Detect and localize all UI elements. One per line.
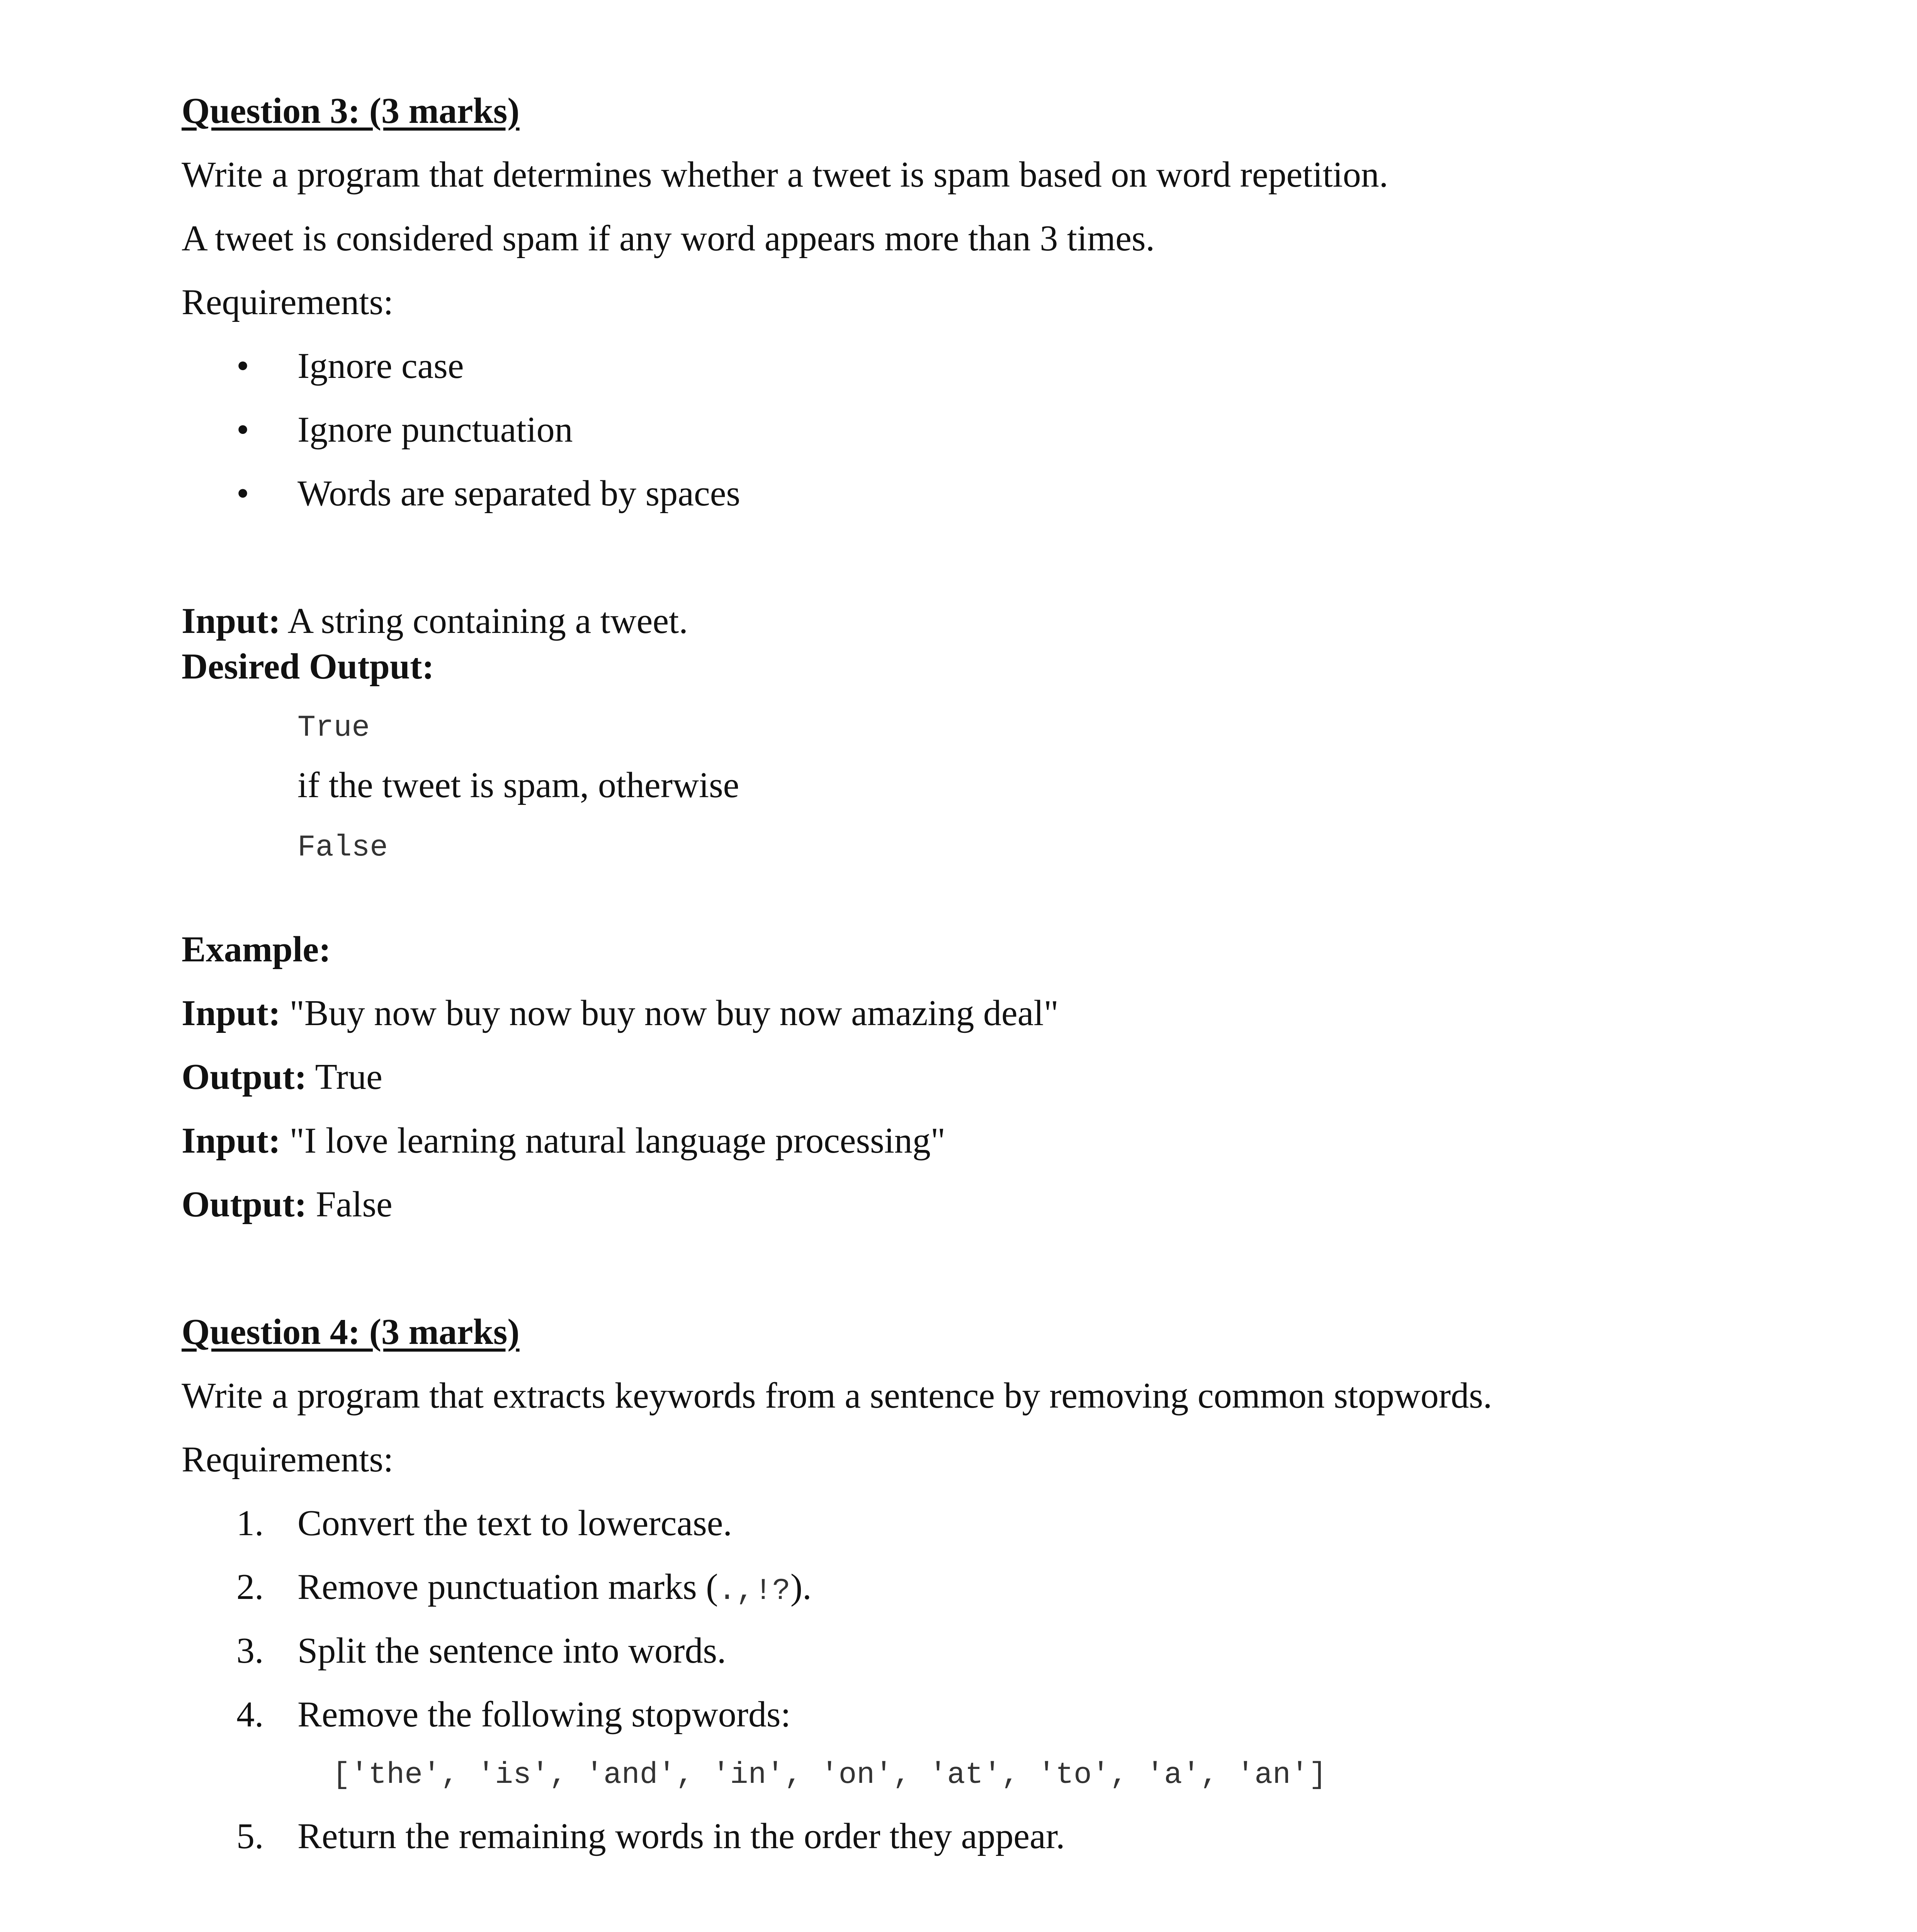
bullet-icon: •	[236, 410, 249, 450]
q3-text-2: A tweet is considered spam if any word appears more than 3 times.	[182, 218, 1155, 259]
q3-example-1-input	[182, 995, 1059, 1031]
q3-input-line	[182, 603, 688, 639]
q3-example-label: Example:	[182, 929, 331, 969]
list-number: 5.	[236, 1816, 264, 1856]
q3-output-mid: if the tweet is spam, otherwise	[297, 765, 739, 805]
list-number: 4.	[236, 1694, 264, 1735]
item-text: Remove punctuation marks (	[297, 1567, 718, 1607]
q3-example-1-output	[182, 1059, 382, 1095]
q3-heading: Question 3: (3 marks)	[182, 91, 520, 131]
q4-item-4: Remove the following stopwords:	[297, 1694, 791, 1735]
q3-bullet-1: Ignore case	[297, 346, 464, 386]
list-number: 1.	[236, 1503, 264, 1543]
input-label: Input:	[182, 1121, 281, 1161]
q3-output-false: False	[297, 831, 388, 865]
output-label: Output:	[182, 1057, 307, 1097]
q4-stopwords-code: ['the', 'is', 'and', 'in', 'on', 'at', 'to', 'a', 'an']	[332, 1758, 1327, 1792]
q3-bullet-2: Ignore punctuation	[297, 410, 573, 450]
bullet-icon: •	[236, 346, 249, 386]
q3-example-2-output	[182, 1186, 393, 1223]
list-number: 2.	[236, 1567, 264, 1607]
input-label: Input:	[182, 993, 281, 1033]
q4-heading: Question 4: (3 marks)	[182, 1312, 520, 1352]
input-value: "Buy now buy now buy now buy now amazing deal"	[280, 993, 1059, 1033]
q4-requirements-label: Requirements:	[182, 1439, 394, 1480]
q4-item-5: Return the remaining words in the order they appear.	[297, 1816, 1065, 1856]
q4-item-2	[297, 1569, 812, 1606]
output-value: False	[306, 1184, 393, 1225]
q4-item-3: Split the sentence into words.	[297, 1631, 726, 1671]
q4-text-1: Write a program that extracts keywords from a sentence by removing common stopwords.	[182, 1376, 1492, 1416]
list-number: 3.	[236, 1631, 264, 1671]
q3-bullet-3: Words are separated by spaces	[297, 473, 741, 514]
bullet-icon: •	[236, 473, 249, 514]
output-value: True	[306, 1057, 382, 1097]
output-label: Output:	[182, 1184, 307, 1225]
q3-requirements-label: Requirements:	[182, 282, 394, 322]
item-text-end: ).	[790, 1567, 812, 1607]
q3-input-label: Input:	[182, 601, 281, 641]
input-value: "I love learning natural language processing"	[280, 1121, 946, 1161]
q3-input-text: A string containing a tweet.	[280, 601, 688, 641]
q4-item-1: Convert the text to lowercase.	[297, 1503, 732, 1543]
q3-example-2-input	[182, 1122, 945, 1159]
punctuation-code: .,!?	[718, 1574, 790, 1608]
q3-output-true: True	[297, 711, 370, 745]
q3-output-label: Desired Output:	[182, 646, 434, 687]
q3-text-1: Write a program that determines whether a tweet is spam based on word repetition.	[182, 155, 1388, 195]
